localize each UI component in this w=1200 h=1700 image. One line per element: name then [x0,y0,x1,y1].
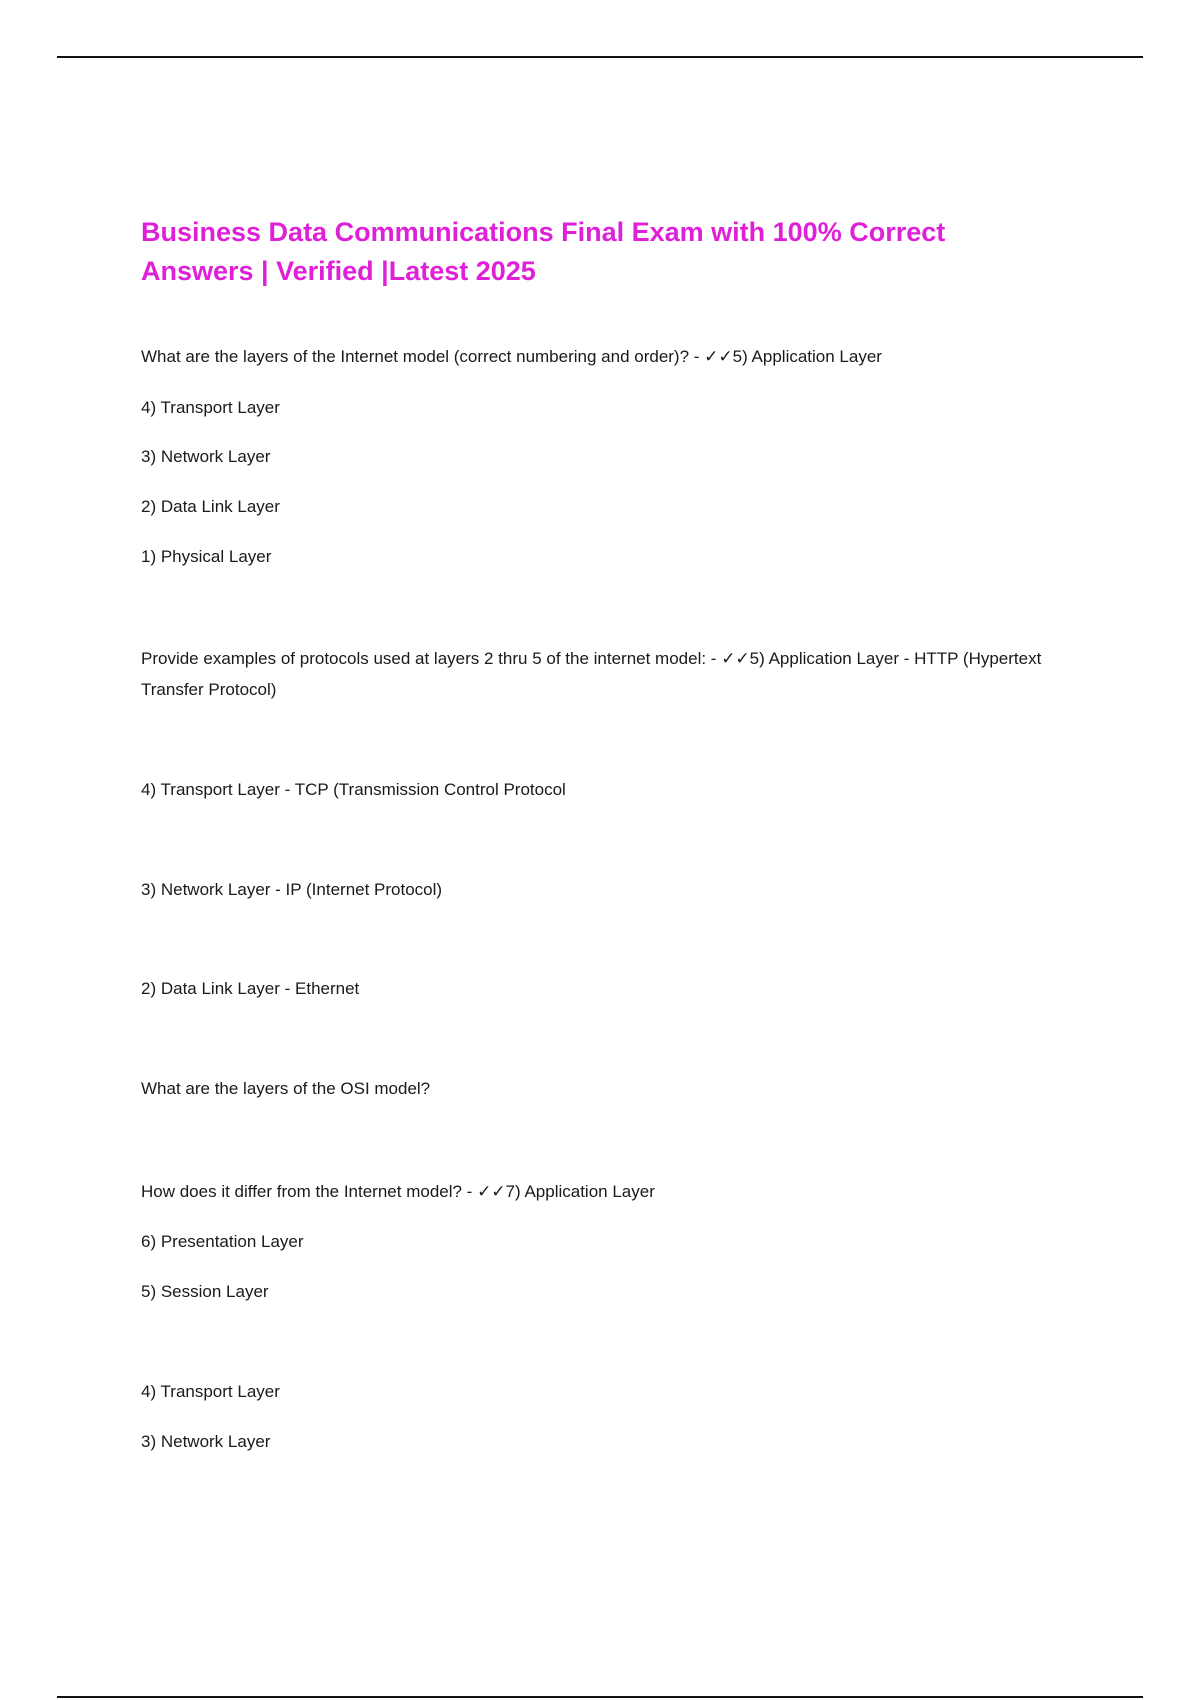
answer-line: 1) Physical Layer [141,547,272,566]
answer-line: 4) Transport Layer [141,398,280,417]
answer-line: 4) Transport Layer - TCP (Transmission Control Protocol [141,780,566,799]
document-title: Business Data Communications Final Exam with 100% Correct Answers | Verified |Latest 2025 [141,217,946,286]
answer-line: 3) Network Layer [141,447,271,466]
bottom-rule [57,1696,1143,1698]
question-protocol-examples: Provide examples of protocols used at layers 2 thru 5 of the internet model: - ✓✓5) Application Layer - HTTP (Hypertext Transfer Protocol) [141,649,1042,699]
answer-line: 3) Network Layer [141,1432,271,1451]
answer-line: 3) Network Layer - IP (Internet Protocol) [141,880,443,899]
answer-line: 2) Data Link Layer [141,497,280,516]
top-rule [57,56,1143,58]
answer-line: 4) Transport Layer [141,1382,280,1401]
question-internet-model-layers: What are the layers of the Internet model (correct numbering and order)? - ✓✓5) Application Layer [141,347,882,366]
question-osi-vs-internet: How does it differ from the Internet model? - ✓✓7) Application Layer [141,1182,655,1201]
answer-line: 2) Data Link Layer - Ethernet [141,979,360,998]
question-osi-model-layers: What are the layers of the OSI model? [141,1079,431,1098]
answer-line: 6) Presentation Layer [141,1232,304,1251]
answer-line: 5) Session Layer [141,1282,269,1301]
